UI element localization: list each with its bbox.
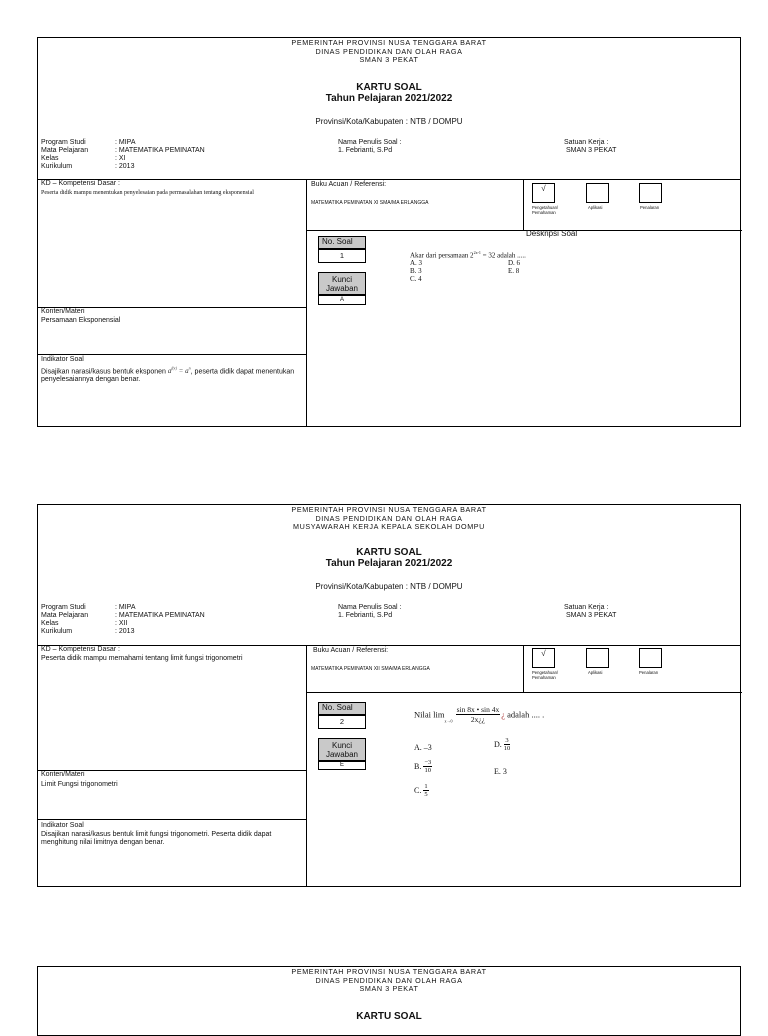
info-key: Kurikulum — [41, 163, 73, 170]
option-item: B. 3 — [410, 267, 422, 275]
level-checkbox-aplikasi[interactable] — [586, 183, 609, 203]
card-subtitle: Tahun Pelajaran 2021/2022 — [325, 93, 453, 104]
ref-label: Buku Acuan / Referensi: — [311, 181, 387, 188]
level-label-penalaran: Penalaran — [640, 205, 660, 210]
option-d — [494, 737, 510, 752]
option-b-den: 10 — [424, 767, 432, 774]
kunci-value: E — [318, 761, 366, 770]
info-value: : 2013 — [115, 163, 135, 170]
unit-block — [564, 139, 616, 155]
card-header — [38, 39, 740, 65]
kd-text: Peserta didik mampu memahami tentang limit fungsi trigonometri — [41, 655, 243, 662]
kunci-value: A — [318, 295, 366, 305]
option-e: E. 3 — [494, 767, 507, 776]
header-line: DINAS PENDIDIKAN DAN OLAH RAGA — [315, 975, 463, 985]
header-line: MUSYAWARAH KERJA KEPALA SEKOLAH DOMPU — [293, 522, 485, 532]
question-card-2 — [37, 504, 741, 887]
question-lim-sub: x→0 — [444, 718, 453, 724]
kd-label: KD – Kompetensi Dasar : — [41, 180, 120, 187]
option-item: E. 8 — [508, 267, 520, 275]
level-label-aplikasi: Aplikasi — [588, 670, 603, 675]
option-b-prefix: B. — [414, 762, 422, 771]
level-checkbox-aplikasi[interactable] — [586, 648, 609, 668]
indikator-label: Indikator Soal — [41, 356, 84, 363]
header-line: DINAS PENDIDIKAN DAN OLAH RAGA — [315, 46, 463, 56]
unit-name: SMAN 3 PEKAT — [566, 147, 617, 154]
info-key: Mata Pelajaran — [41, 147, 89, 154]
info-value: : XI — [115, 155, 126, 162]
question-prefix: Nilai lim — [414, 709, 445, 720]
province-line: Provinsi/Kota/Kabupaten : NTB / DOMPU — [315, 117, 463, 126]
header-line: PEMERINTAH PROVINSI NUSA TENGGARA BARAT — [291, 967, 487, 976]
indikator-formula-exp: f(x) — [171, 366, 177, 371]
no-soal-value: 2 — [318, 715, 366, 729]
question-card-1 — [37, 37, 741, 427]
option-a: A. –3 — [414, 743, 432, 752]
kunci-label: Kunci Jawaban — [318, 738, 366, 761]
info-value: : MATEMATIKA PEMINATAN — [115, 612, 205, 619]
indikator-pre: Disajikan narasi/kasus bentuk eksponen — [41, 368, 168, 376]
level-checkbox-penalaran[interactable] — [639, 183, 662, 203]
question-suffix: adalah .... . — [505, 709, 545, 720]
author-block — [338, 604, 401, 620]
option-d-den: 10 — [503, 745, 511, 752]
unit-label: Satuan Kerja : — [564, 604, 609, 611]
info-key: Program Studi — [41, 604, 86, 611]
indikator-text: Disajikan narasi/kasus bentuk limit fungsi trigonometri. Peserta didik dapat menghitung nilai limitnya dengan benar. — [41, 831, 272, 846]
ref-text: MATEMATIKA PEMINATAN XI SMA/MA ERLANGGA — [311, 200, 429, 206]
indikator-text — [41, 365, 303, 384]
header-line: SMAN 3 PEKAT — [359, 984, 419, 994]
course-info — [41, 139, 301, 171]
options-left — [410, 259, 422, 283]
indikator-formula-rhs: = a — [176, 367, 189, 376]
header-line: DINAS PENDIDIKAN DAN OLAH RAGA — [315, 513, 463, 523]
konten-label: Konten/Materi — [41, 308, 85, 315]
options-right — [508, 259, 520, 275]
card-subtitle: Tahun Pelajaran 2021/2022 — [325, 558, 453, 569]
kunci-label: Kunci Jawaban — [318, 272, 366, 295]
question-denominator: 2x¿¿ — [470, 715, 485, 724]
option-d-num: 3 — [505, 737, 509, 744]
info-value: : MIPA — [115, 604, 136, 611]
check-mark: √ — [541, 184, 546, 193]
level-checkbox-penalaran[interactable] — [639, 648, 662, 668]
info-key: Program Studi — [41, 139, 86, 146]
desc-label: Deskripsi Soal — [526, 229, 578, 238]
info-value: : MIPA — [115, 139, 136, 146]
ref-text: MATEMATIKA PEMINATAN XII SMA/MA ERLANGGA — [311, 666, 430, 672]
kd-text: Peserta didik mampu menentukan penyelesaian pada permasalahan tentang eksponensial — [41, 190, 254, 196]
option-b — [414, 759, 432, 774]
unit-name: SMAN 3 PEKAT — [566, 612, 617, 619]
header-line: PEMERINTAH PROVINSI NUSA TENGGARA BARAT — [291, 38, 487, 47]
author-block — [338, 139, 401, 155]
info-value: : XII — [115, 620, 128, 627]
card-title: KARTU SOAL — [356, 1011, 422, 1022]
question-suffix: = 32 adalah ..... — [480, 251, 526, 260]
card-title: KARTU SOAL — [356, 547, 422, 558]
question-text — [414, 705, 544, 724]
card-header — [38, 968, 740, 994]
header-line: SMAN 3 PEKAT — [359, 55, 419, 65]
header-line: PEMERINTAH PROVINSI NUSA TENGGARA BARAT — [291, 505, 487, 514]
author-label: Nama Penulis Soal : — [338, 604, 402, 611]
level-label-aplikasi: Aplikasi — [588, 205, 603, 210]
card-title: KARTU SOAL — [356, 82, 422, 93]
option-c-prefix: C. — [414, 786, 422, 795]
indikator-label: Indikator Soal — [41, 822, 84, 829]
level-checkbox-pengetahuan[interactable] — [532, 183, 555, 203]
ref-label: Buku Acuan / Referensi: — [313, 647, 389, 654]
info-key: Kurikulum — [41, 628, 73, 635]
kd-label: KD – Kompetensi Dasar : — [41, 646, 120, 653]
konten-text: Limit Fungsi trigonometri — [41, 781, 118, 788]
info-value: : 2013 — [115, 628, 135, 635]
option-d-prefix: D. — [494, 740, 502, 749]
question-exp: 2x-1 — [473, 250, 481, 255]
question-text — [410, 249, 526, 259]
card-header — [38, 506, 740, 532]
no-soal-value: 1 — [318, 249, 366, 263]
author-name: 1. Febrianti, S.Pd — [338, 612, 393, 619]
option-c-den: 5 — [424, 791, 428, 798]
no-soal-label: No. Soal — [318, 702, 366, 715]
indikator-formula-rhs-exp: n — [188, 366, 191, 371]
level-label-pengetahuan: Pengetahuan/ Pemahaman — [532, 205, 559, 215]
level-checkbox-pengetahuan[interactable] — [532, 648, 555, 668]
no-soal-label: No. Soal — [318, 236, 366, 249]
info-key: Mata Pelajaran — [41, 612, 89, 619]
option-item: C. 4 — [410, 275, 422, 283]
question-prefix: Akar dari persamaan 2 — [410, 251, 474, 260]
option-c — [414, 783, 429, 798]
option-c-num: 1 — [424, 783, 428, 790]
info-key: Kelas — [41, 620, 59, 627]
info-key: Kelas — [41, 155, 59, 162]
info-value: : MATEMATIKA PEMINATAN — [115, 147, 205, 154]
option-item: A. 3 — [410, 259, 423, 267]
konten-label: Konten/Materi — [41, 771, 85, 778]
option-item: D. 6 — [508, 259, 521, 267]
province-line: Provinsi/Kota/Kabupaten : NTB / DOMPU — [315, 582, 463, 591]
question-den-tail: ¿ — [501, 709, 506, 720]
indikator-formula: a — [167, 367, 172, 376]
check-mark: √ — [541, 649, 546, 658]
indikator-post: , peserta didik dapat menentukan penyelesaiannya dengan benar. — [41, 368, 295, 384]
question-numerator: sin 8x • sin 4x — [456, 705, 500, 714]
author-label: Nama Penulis Soal : — [338, 139, 402, 146]
course-info — [41, 604, 301, 636]
author-name: 1. Febrianti, S.Pd — [338, 147, 393, 154]
level-label-pengetahuan: Pengetahuan/ Pemahaman — [532, 670, 559, 680]
level-label-penalaran: Penalaran — [639, 670, 659, 675]
question-card-3 — [37, 966, 741, 1036]
option-b-num: −3 — [424, 759, 432, 766]
konten-text: Persamaan Eksponensial — [41, 317, 121, 324]
unit-block — [564, 604, 616, 620]
unit-label: Satuan Kerja : — [564, 139, 609, 146]
